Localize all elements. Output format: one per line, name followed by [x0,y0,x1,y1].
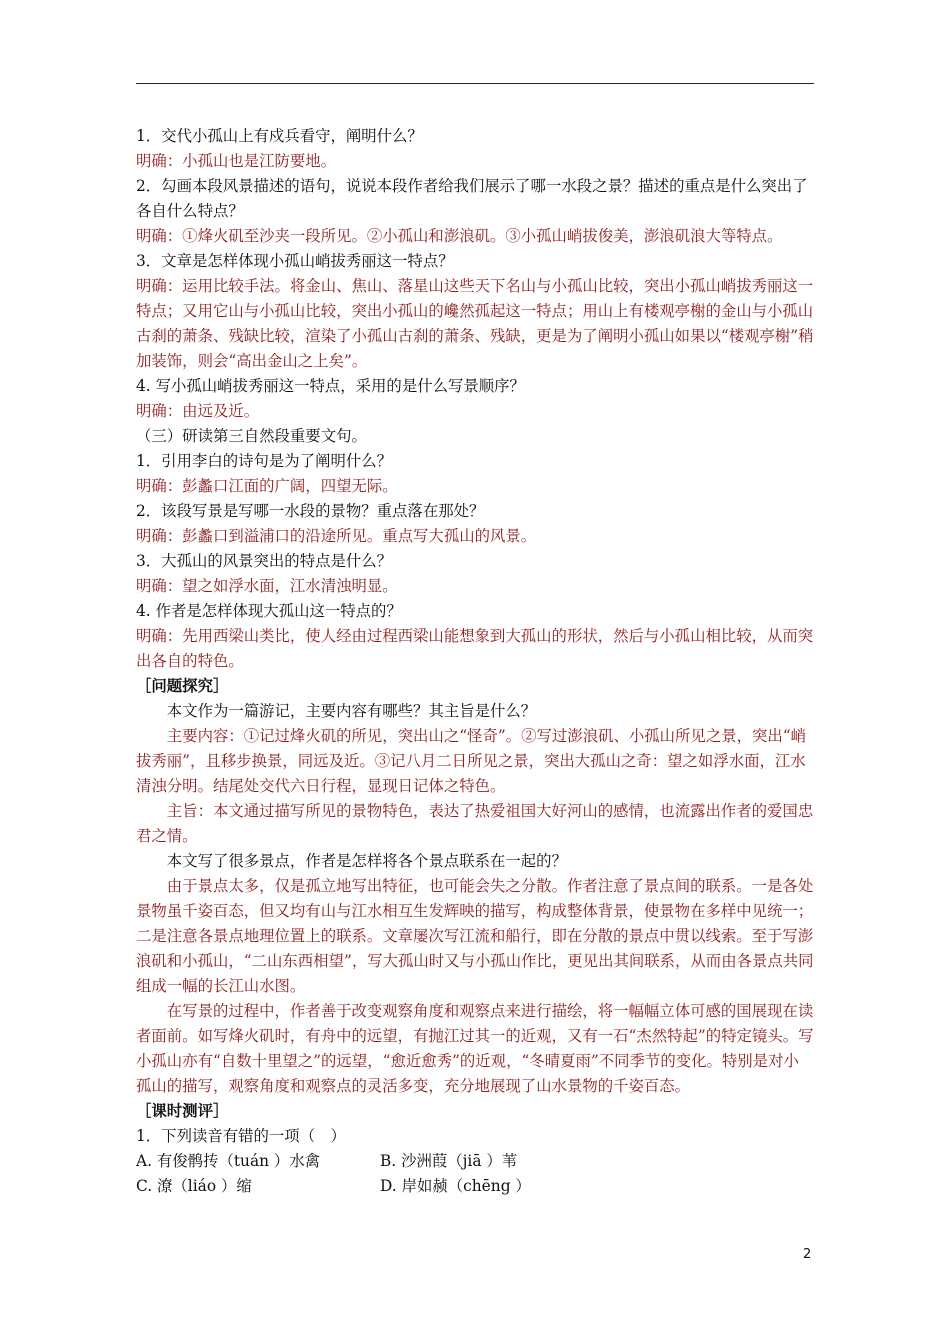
inquiry-question-1: 本文作为一篇游记，主要内容有哪些？其主旨是什么？ [166,702,537,720]
quiz-option-c: C. 潦（liáo ）缩 [136,1177,252,1195]
inquiry-answer-theme: 主旨：本文通过描写所见的景物特色，表达了热爱祖国大好河山的感情，也流露出作者的爱国忠君之情。 [136,802,814,845]
line-a1: 明确：小孤山也是江防要地。 [136,152,337,170]
inquiry-answer-2: 由于景点太多，仅是孤立地写出特征，也可能会失之分散。作者注意了景点间的联系。一是各处景物虽千姿百态，但又均有山与江水相互生发辉映的描写，构成整体背景，使景物在多样中见统一；二是注意各景点地理位置上的联系。文章屡次写江流和船行，即在分散的景点中贯以线索。至于写澎浪矶和小孤山，“二山东西相望”，写大孤山时又与小孤山作比，更见出其间联系，从而由各景点共同组成一幅的长江山水图。 [136,877,814,995]
quiz-question: 1．下列读音有错的一项（ ） [136,1127,346,1145]
line-a6: 明确：彭蠡口到溢浦口的沿途所见。重点写大孤山的风景。 [136,527,537,545]
quiz-options [136,1149,814,1199]
document-body [136,124,814,1199]
section-heading-inquiry: ［问题探究］ [136,677,229,695]
quiz-option-a: A. 有俊鹘抟（tuán ）水禽 [136,1152,321,1170]
inquiry-answer-3: 在写景的过程中，作者善于改变观察角度和观察点来进行描绘，将一幅幅立体可感的国展现在读者面前。如写烽火矶时，有舟中的远望，有抛江过其一的近观，又有一石“杰然特起”的特定镜头。写小孤山亦有“自数十里望之”的远望，“愈近愈秀”的近观，“冬晴夏雨”不同季节的变化。特别是对小孤山的描写，观察角度和观察点的灵活多变，充分地展现了山水景物的千姿百态。 [136,1002,814,1095]
line-q8: 4. 作者是怎样体现大孤山这一特点的？ [136,602,402,620]
quiz-option-b: B. 沙洲葭（jiā ）苇 [380,1152,518,1170]
line-q6: 2．该段写景是写哪一水段的景物？重点落在那处？ [136,502,485,520]
section-subheading: （三）研读第三自然段重要文句。 [136,427,367,445]
line-a2: 明确：①烽火矶至沙夹一段所见。②小孤山和澎浪矶。③小孤山峭拔俊美，澎浪矶浪大等特点。 [136,227,783,245]
line-a3: 明确：运用比较手法。将金山、焦山、落星山这些天下名山与小孤山比较，突出小孤山峭拔秀丽这一特点；又用它山与小孤山比较，突出小孤山的巉然孤起这一特点；用山上有楼观亭榭的金山与小孤山古刹的萧条、残缺比较，渲染了小孤山古刹的萧条、残缺，更是为了阐明小孤山如果以“楼观亭榭”稍加装饰，则会“高出金山之上矣”。 [136,277,814,370]
line-q7: 3．大孤山的风景突出的特点是什么？ [136,552,393,570]
line-a5: 明确：彭蠡口江面的广阔，四望无际。 [136,477,398,495]
section-heading-test: ［课时测评］ [136,1102,229,1120]
header-rule [136,83,814,84]
line-a7: 明确：望之如浮水面，江水清浊明显。 [136,577,398,595]
line-q5: 1．引用李白的诗句是为了阐明什么？ [136,452,393,470]
line-q1: 1．交代小孤山上有戍兵看守，阐明什么？ [136,127,423,145]
line-q3: 3．文章是怎样体现小孤山峭拔秀丽这一特点？ [136,252,454,270]
inquiry-question-2: 本文写了很多景点，作者是怎样将各个景点联系在一起的？ [166,852,567,870]
line-a4: 明确：由远及近。 [136,402,260,420]
line-q2: 2．勾画本段风景描述的语句，说说本段作者给我们展示了哪一水段之景？描述的重点是什么突出了各自什么特点？ [136,177,808,220]
quiz-option-d: D. 岸如赪（chēng ） [380,1177,531,1195]
inquiry-answer-content: 主要内容：①记过烽火矶的所见，突出山之“怪奇”。②写过澎浪矶、小孤山所见之景，突出“峭拔秀丽”，且移步换景，同远及近。③记八月二日所见之景，突出大孤山之奇：望之如浮水面，江水清浊分明。结尾处交代六日行程，显现日记体之特色。 [136,727,807,795]
line-q4: 4. 写小孤山峭拔秀丽这一特点，采用的是什么写景顺序？ [136,377,525,395]
line-a8: 明确：先用西梁山类比，使人经由过程西梁山能想象到大孤山的形状，然后与小孤山相比较，从而突出各自的特色。 [136,627,814,670]
page-number: 2 [803,1247,812,1262]
